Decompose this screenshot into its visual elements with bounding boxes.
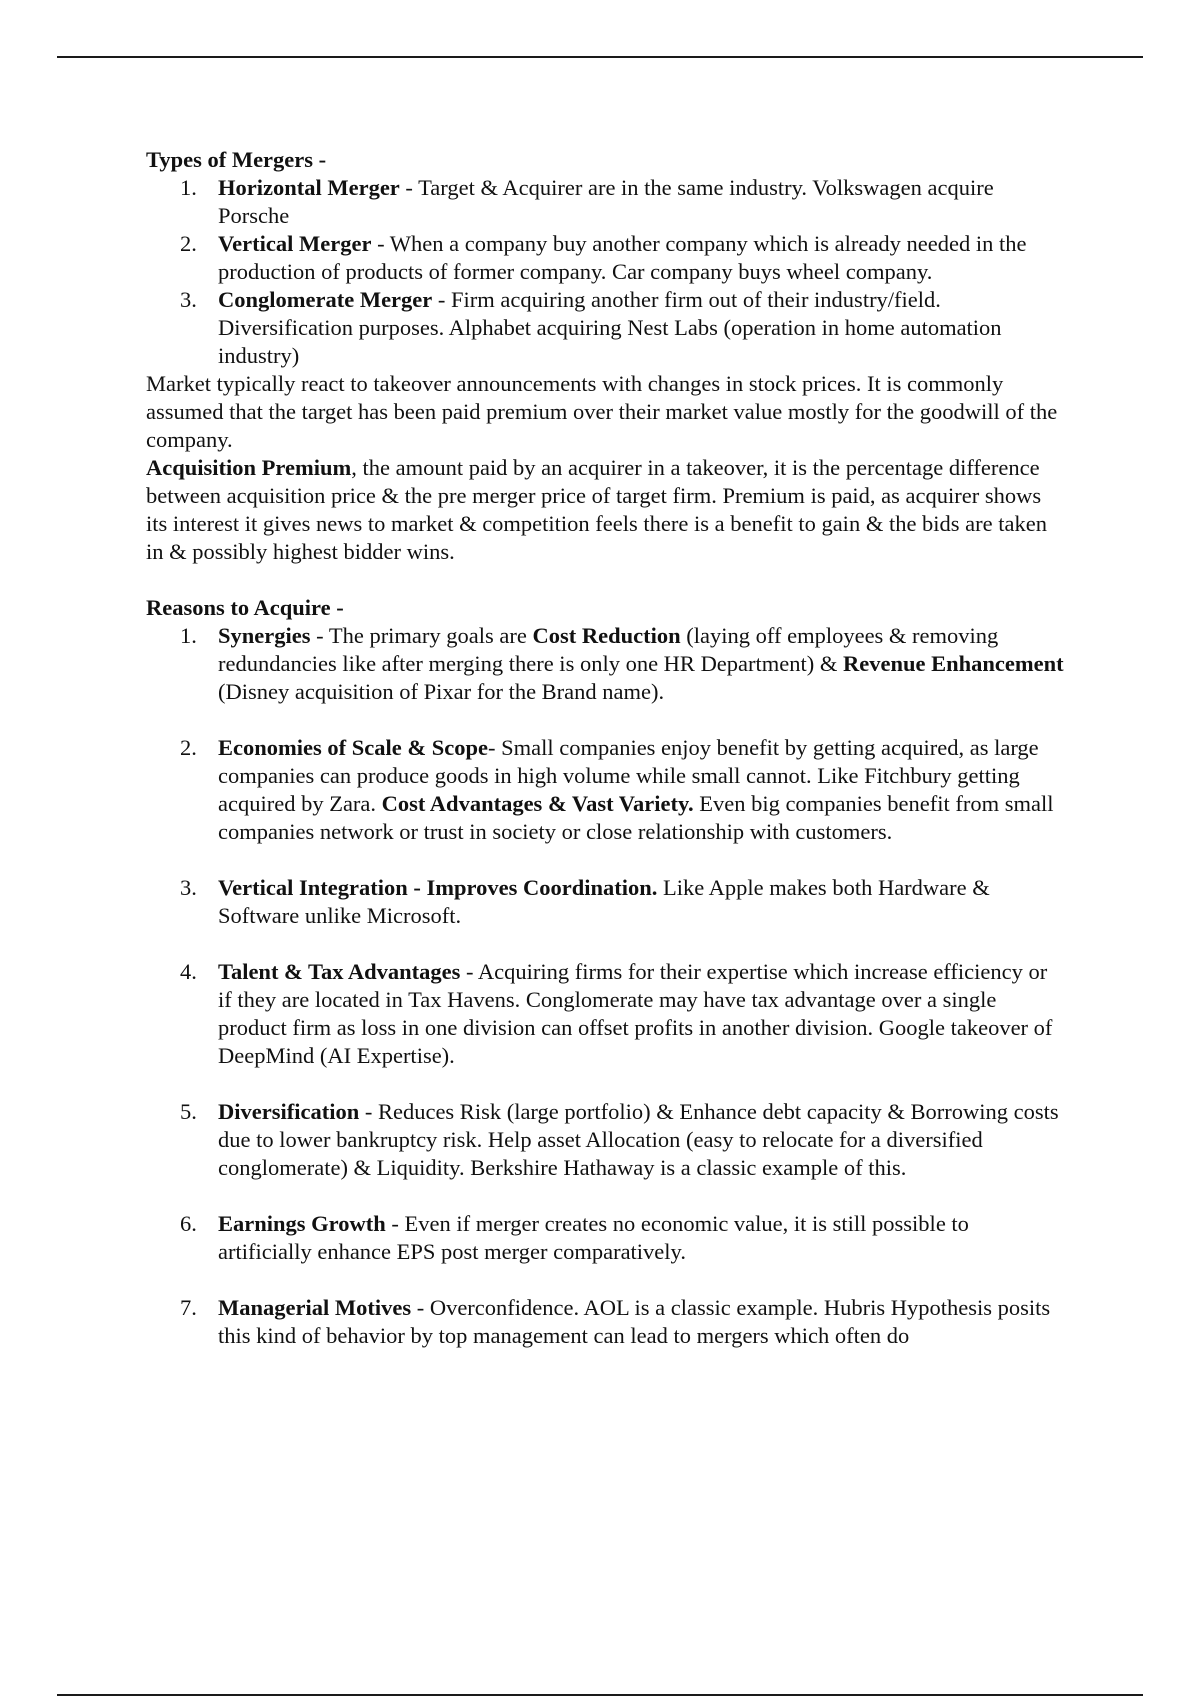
reason-term: Economies of Scale & Scope [218, 735, 488, 760]
list-item [146, 734, 1064, 846]
list-item [146, 286, 1064, 370]
acquisition-premium-paragraph [146, 454, 1064, 566]
list-item [146, 230, 1064, 286]
list-number: 6. [180, 1211, 197, 1236]
reason-term: Synergies [218, 623, 311, 648]
types-of-mergers-heading: Types of Mergers - [146, 147, 327, 172]
reason-text: (Disney acquisition of Pixar for the Brand name). [218, 679, 665, 704]
reason-term: Managerial Motives [218, 1295, 412, 1320]
acquisition-premium-term: Acquisition Premium [146, 455, 352, 480]
reason-emphasis: Cost Reduction [532, 623, 681, 648]
document-body [146, 146, 1064, 1350]
merger-types-list [146, 174, 1064, 370]
market-reaction-paragraph: Market typically react to takeover announcements with changes in stock prices. It is commonly assumed that the target has been paid premium over their market value mostly for the goodwill of the company. [146, 371, 1058, 452]
reason-text: - Acquiring firms for their expertise which increase efficiency or if they are located in Tax Havens. Conglomerate may have tax advantage over a single product firm as loss in one division can offset profits in another division. Google takeover of DeepMind (AI Expertise). [218, 959, 1053, 1068]
top-rule [57, 56, 1143, 58]
list-number: 4. [180, 959, 197, 984]
list-item [146, 1210, 1064, 1266]
reasons-list [146, 622, 1064, 1350]
reason-term: Earnings Growth [218, 1211, 386, 1236]
reason-term: Talent & Tax Advantages [218, 959, 461, 984]
reason-text: - Even if merger creates no economic value, it is still possible to artificially enhance EPS post merger comparatively. [218, 1211, 969, 1264]
merger-description: - When a company buy another company which is already needed in the production of products of former company. Car company buys wheel company. [218, 231, 1027, 284]
reasons-to-acquire-heading: Reasons to Acquire - [146, 595, 344, 620]
reason-emphasis: Revenue Enhancement [843, 651, 1064, 676]
merger-term: Horizontal Merger [218, 175, 400, 200]
acquisition-premium-text: , the amount paid by an acquirer in a takeover, it is the percentage difference between acquisition price & the pre merger price of target firm. Premium is paid, as acquirer shows its interest it gives news to market & competition feels there is a benefit to gain & the bids are taken in & possibly highest bidder wins. [146, 455, 1047, 564]
reason-term: Diversification [218, 1099, 360, 1124]
reason-text: - Overconfidence. AOL is a classic example. Hubris Hypothesis posits this kind of behavior by top management can lead to mergers which often do [218, 1295, 1051, 1348]
list-number: 5. [180, 1099, 197, 1124]
list-item [146, 958, 1064, 1070]
list-number: 1. [180, 623, 197, 648]
list-item [146, 174, 1064, 230]
list-number: 2. [180, 231, 197, 256]
reason-term: Vertical Integration - Improves Coordination. [218, 875, 658, 900]
list-number: 2. [180, 735, 197, 760]
reason-text: Even big companies benefit from small companies network or trust in society or close relationship with customers. [218, 791, 1054, 844]
reason-emphasis: Cost Advantages & Vast Variety. [381, 791, 694, 816]
merger-term: Conglomerate Merger [218, 287, 433, 312]
merger-term: Vertical Merger [218, 231, 372, 256]
list-number: 7. [180, 1295, 197, 1320]
list-item [146, 1098, 1064, 1182]
reason-text: Like Apple makes both Hardware & Software unlike Microsoft. [218, 875, 990, 928]
list-item [146, 1294, 1064, 1350]
list-item [146, 874, 1064, 930]
reason-text: (laying off employees & removing redundancies like after merging there is only one HR Department) & [218, 623, 999, 676]
list-number: 3. [180, 875, 197, 900]
merger-description: - Target & Acquirer are in the same industry. Volkswagen acquire Porsche [218, 175, 994, 228]
reason-text: - Reduces Risk (large portfolio) & Enhance debt capacity & Borrowing costs due to lower bankruptcy risk. Help asset Allocation (easy to relocate for a diversified conglomerate) & Liquidity. Berkshire Hathaway is a classic example of this. [218, 1099, 1059, 1180]
bottom-rule [57, 1694, 1143, 1696]
reason-text: - The primary goals are [310, 623, 533, 648]
list-number: 1. [180, 175, 197, 200]
merger-description: - Firm acquiring another firm out of their industry/field. Diversification purposes. Alphabet acquiring Nest Labs (operation in home automation industry) [218, 287, 1002, 368]
list-item [146, 622, 1064, 706]
list-number: 3. [180, 287, 197, 312]
reason-text: - Small companies enjoy benefit by getting acquired, as large companies can produce goods in high volume while small cannot. Like Fitchbury getting acquired by Zara. [218, 735, 1039, 816]
